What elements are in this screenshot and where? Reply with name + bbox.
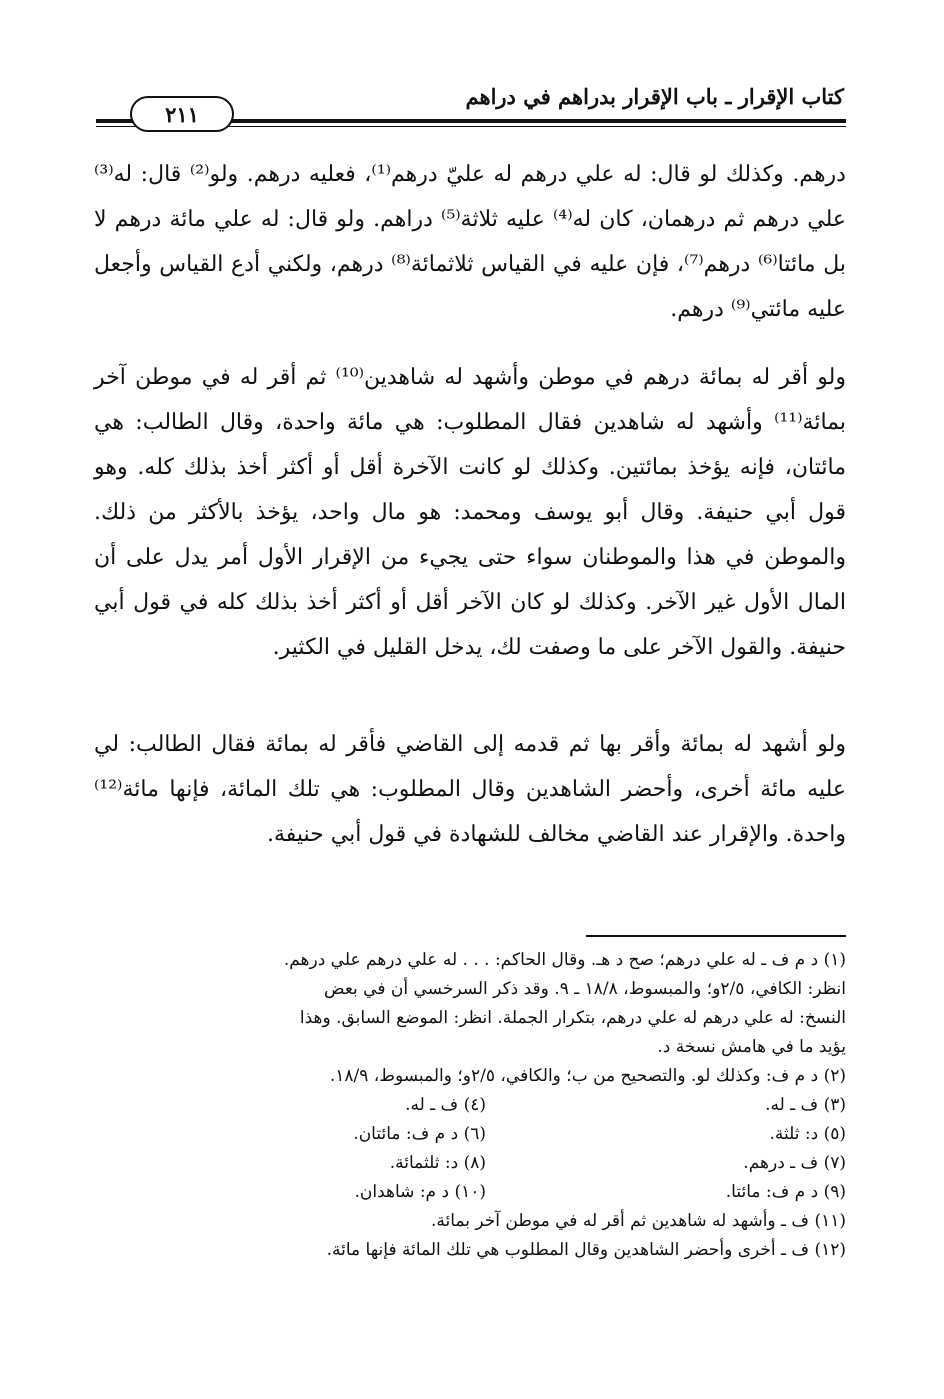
footnote-1-line-1: (١) د م ف ـ له علي درهم؛ صح د هـ. وقال الحاكم: . . . له علي درهم علي درهم. [283,950,846,970]
footnote-separator [586,935,846,937]
footnote-1-line-3: النسخ: له علي درهم له علي درهم، بتكرار الجملة. انظر: الموضع السابق. وهذا [299,1008,846,1028]
page-number: ٢١١ [130,96,234,132]
footnote-2: (٢) د م ف: وكذلك لو. والتصحيح من ب؛ والكافي، ٢/٥و؛ والمبسوط، ١٨/٩. [329,1066,846,1086]
footnote-5: (٥) د: ثلثة. [769,1124,846,1144]
footnote-row [94,1091,846,1120]
footnote-row [94,1149,846,1178]
footnote-10: (١٠) د م: شاهدان. [354,1182,486,1202]
footnote-6: (٦) د م ف: مائتان. [353,1124,486,1144]
footnote-row [94,1178,846,1207]
running-header-title: كتاب الإقرار ـ باب الإقرار بدراهم في دراهم [465,84,844,109]
footnote-12: (١٢) ف ـ أخرى وأحضر الشاهدين وقال المطلوب هي تلك المائة فإنها مائة. [326,1240,846,1260]
paragraph-2: ولو أقر له بمائة درهم في موطن وأشهد له شاهدين⁽¹⁰⁾ ثم أقر له في موطن آخر بمائة⁽¹¹⁾ وأشهد له شاهدين فقال المطلوب: هي مائة واحدة، وقال الطالب: هي مائتان، فإنه يؤخذ بمائتين. وكذلك لو كانت الآخرة أقل أو أكثر أخذ بذلك كله. وهو قول أبي حنيفة. وقال أبو يوسف ومحمد: هو مال واحد، يؤخذ بالأكثر من ذلك. والموطن في هذا والموطنان سواء حتى يجيء من الإقرار الأول أمر يدل على أن المال الأول غير الآخر. وكذلك لو كان الآخر أقل أو أكثر أخذ بذلك كله في قول أبي حنيفة. والقول الآخر على ما وصفت لك، يدخل القليل في الكثير. [94,365,846,660]
footnote-row [94,1120,846,1149]
footnote-4: (٤) ف ـ له. [405,1095,486,1115]
footnotes [94,946,846,1265]
paragraph-1: درهم. وكذلك لو قال: له علي درهم له عليّ درهم⁽¹⁾، فعليه درهم. ولو⁽²⁾ قال: له⁽³⁾ علي درهم ثم درهمان، كان له⁽⁴⁾ عليه ثلاثة⁽⁵⁾ دراهم. ولو قال: له علي مائة درهم لا بل مائتا⁽⁶⁾ درهم⁽⁷⁾، فإن عليه في القياس ثلاثمائة⁽⁸⁾ درهم، ولكني أدع القياس وأجعل عليه مائتي⁽⁹⁾ درهم. [94,162,846,322]
footnote-1-line-4: يؤيد ما في هامش نسخة د. [657,1037,846,1057]
footnote-8: (٨) د: ثلثمائة. [389,1153,486,1173]
footnote-1-line-2: انظر: الكافي، ٢/٥و؛ والمبسوط، ١٨/٨ ـ ٩. وقد ذكر السرخسي أن في بعض [324,979,846,999]
footnote-11: (١١) ف ـ وأشهد له شاهدين ثم أقر له في موطن آخر بمائة. [430,1211,846,1231]
footnote-7: (٧) ف ـ درهم. [743,1153,846,1173]
footnote-3: (٣) ف ـ له. [765,1095,846,1115]
paragraph-3: ولو أشهد له بمائة وأقر بها ثم قدمه إلى القاضي فأقر له بمائة فقال الطالب: لي عليه مائة أخرى، وأحضر الشاهدين وقال المطلوب: هي تلك المائة، فإنها مائة⁽¹²⁾ واحدة. والإقرار عند القاضي مخالف للشهادة في قول أبي حنيفة. [94,732,846,847]
footnote-9: (٩) د م ف: مائتا. [725,1182,846,1202]
